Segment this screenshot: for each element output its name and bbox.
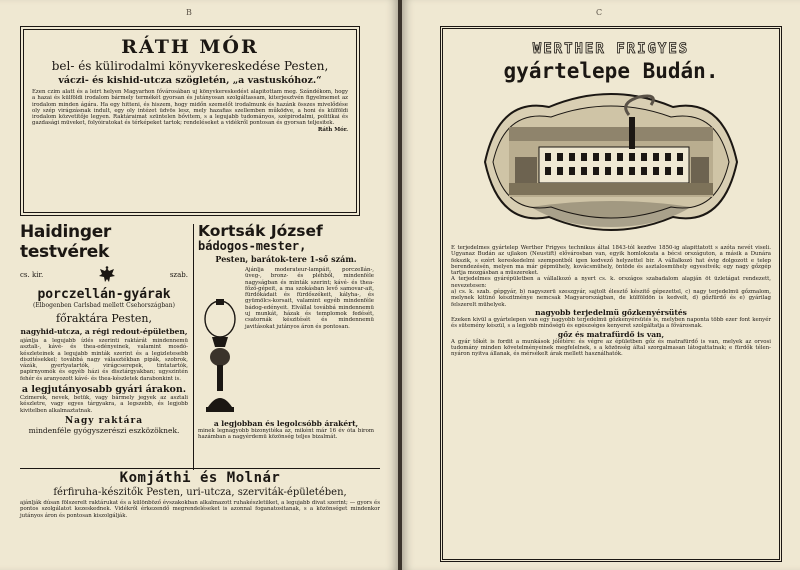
kortsak-price-line: a legjobban és legolcsóbb árakért, [213,419,359,428]
werther-advert [440,26,782,562]
werther-para-4: A gyár tőkét is fordit a munkások jólétére: és végre az épületben gőz és matrafürdő is van, melyek az orvosi tudomány minden követelményeinek megfelelnek, s a közönség által szorgalmasan látogattatnak; e fürdők télen-nyáron nyitva állanak, és mérsékelt árak mellett használhatók. [451,338,771,358]
werther-bakery-highlight: nagyobb terjedelmü gőzkenyérsütés [535,307,687,317]
page-mark-left: B [186,8,192,17]
werther-title-1: WERTHER FRIGYES [532,41,690,57]
kortsak-body: Ajánlja moderateur-lampáit, porczellán-, üveg-, bronz- és pléhből, mindenféle nagyságban és minták szerint; kávé- és thea-főző-gépeit, a ma szokásban levő samovar-ait, fürdőkádait és fürdőszékeit, kályha-, és gyümölcs-korsait, valamint egyéb mindenféle bádog-edényeit. Elvállal továbbá mindennemü uj munkát, házak és templomok fedését, csatornák készitését és mindennemü javitásokat jutányos áron és pontosan. [245,267,374,330]
werther-para-3: Ezeken kivül a gyártelepen van egy nagyobb terjedelmü gőzkenyérsütés is, melyben naponta több ezer font kenyér és sütemény készül, s a legjobb minőségü és egészséges kenyeret szolgáltatja a fővárosnak. [451,316,771,330]
rath-address: váczi- és kishid-utcza szögletén, „a vastuskóhoz.“ [58,75,322,86]
kortsak-trade: bádogos-mester, [198,239,307,253]
haidinger-price-line: a legjutányosabb gyári árakon. [21,384,187,396]
haidinger-location-note: (Elbogenben Carlsbad mellett Csehországban) [33,302,175,309]
haidinger-title: Haidinger testvérek [20,222,112,262]
haidinger-store: főraktára Pesten, [55,312,153,325]
haidinger-cs-kir: cs. kir. [20,271,44,279]
haidinger-body: ajánlja a legujabb ízlés szerinti raktárát mindennemü asztali-, kávé- és thea-edényeinek, valamint mosdó-készleteinek a legujabb minták szerint és a legizletesebb diszitésekkel; továbbá nagy választékban pipák, szobrok, vázák, gyertyatartók, virágcserepek, tintatartók, papirnyomók és egyéb házi és disztárgyakban; ugyszintén fehér és aranyozott kávé- és thea-készletek darabonkint is. [20,338,188,382]
rath-signature: Ráth Mór. [317,126,348,133]
komjathi-subtitle: férfiruha-készitők Pesten, uri-utcza, szerviták-épületében, [53,487,347,498]
haidinger-product: porczellán-gyárak [37,287,171,302]
kortsak-advert [198,222,374,472]
komjathi-advert [20,470,380,562]
haidinger-store-2: Nagy raktára [64,415,144,426]
komjathi-title: Komjáthi és Molnár [119,470,281,486]
haidinger-crest-row [20,265,188,285]
kortsak-address: Pesten, barátok-tere 1-ső szám. [215,254,357,264]
haidinger-goods: mindenféle gyógyszerészi eszközöknek. [28,425,180,435]
rath-title: RÁTH MÓR [121,36,259,58]
imperial-eagle-icon [97,265,117,285]
kortsak-body-2: minek legnagyobb bizonyitéka az, miként már 16 év óta birom hazámban a nagyérdemü közönség teljes bizalmát. [198,428,374,441]
rath-mor-advert [20,26,360,216]
kortsak-title: Kortsák József [198,222,323,240]
werther-para-1: E terjedelmes gyártelep Werther Frigyes technikus által 1843-tól kezdve 1850-ig alapittatott s azóta nevét viseli. Ugyanaz Budán az ujlakon (Neustift) elővárosban van, egyik homlokzata a bécsi országuton, a másik a Dunára fekszik, s ezért kereskedelmi szempontból igen kedvező helyzettel bir. A vállalkozó hat évig dolgozott e telep berendezésén, melyen ma már gépmühely, kovácsmühely, öntöde és asztalosmühely egyesitvék; egy nagy gőzgép tartja mozgásban a müszereket. [451,245,771,277]
column-divider [193,224,194,470]
oil-lamp-illustration [198,297,242,417]
komjathi-body: ajánlják dúsan fölszerelt raktárukat és a különböző évszakokban alkalmazott ruhakészletüket, a legujabb divat szerint; — gyors és pontos szolgálatot kezeskednek. Vidékről érkezendő megrendeléseket is azonnal foganatositanak, s a közönséget mindenkor jutányos áron és pontosan kiszolgálják. [20,500,380,519]
werther-title-2: gyártelepe Budán. [503,59,719,83]
page-mark-right: C [596,8,603,17]
left-page [0,0,398,570]
section-divider [20,468,380,469]
factory-engraving [479,87,743,237]
werther-bath-highlight: gőz és matrafürdő is van, [557,329,665,339]
werther-para-2: A terjedelmes gyárépületben a vállalkozó a nyert cs. k. országos szabadalom alapján öt üzletágat rendezett, nevezetesen: [451,276,771,289]
haidinger-body-2: Czimerek, nevek, betük, vagy bármely jegyek az asztali készletre, vagy egyes tárgyakra, a legszebb, és legjobb kivitelben alkalmaztatnak. [20,395,188,414]
haidinger-szab: szab. [169,271,188,279]
werther-list: a) cs. k. szab. gépgyár, b) nagyszerü szeszgyár, sajtolt élesztő készitő gépezettel, c) nagy terjedelmü gőzmalom, melynek kitünő készitménye nemcsak Magyarországban, de külföldön is kedvelt, d) gőzfürdő és e) gyárilag felszerelt mühelyek. [451,289,771,308]
rath-subtitle: bel- és külirodalmi könyvkereskedése Pesten, [51,59,329,73]
rath-body: Ezen czim alatt és a leirt helyen Magyarhon fővárosában uj könyvkereskedést alapitottam meg. Szándékom, hogy a hazai és külföldi irodalom bármely termékét gyorsan és jutányosan szolgáltassam, kiterjesztvén figyelmemet az irodalom minden ágára. Ha egy hitteni, és hiszem, hogy midőn szemelőt irodalmunk és hazánk összes mivelődése oly szép virágzásnak indult, egy oly intézet üdvös lesz, mely hazafias szellemben működve, a honi és külföldi irodalom közvetitője legyen. Raktáraimat szüntelen bővitem, s a legujabb tudományos, szépirodalmi, politikai és gazdasági müveket, folyóiratokat és térképeket tartok; rendeléseket a vidékről pontosan és gyorsan teljesitek. [32,89,348,127]
haidinger-address: nagyhid-utcza, a régi redout-épületben, [20,327,188,336]
